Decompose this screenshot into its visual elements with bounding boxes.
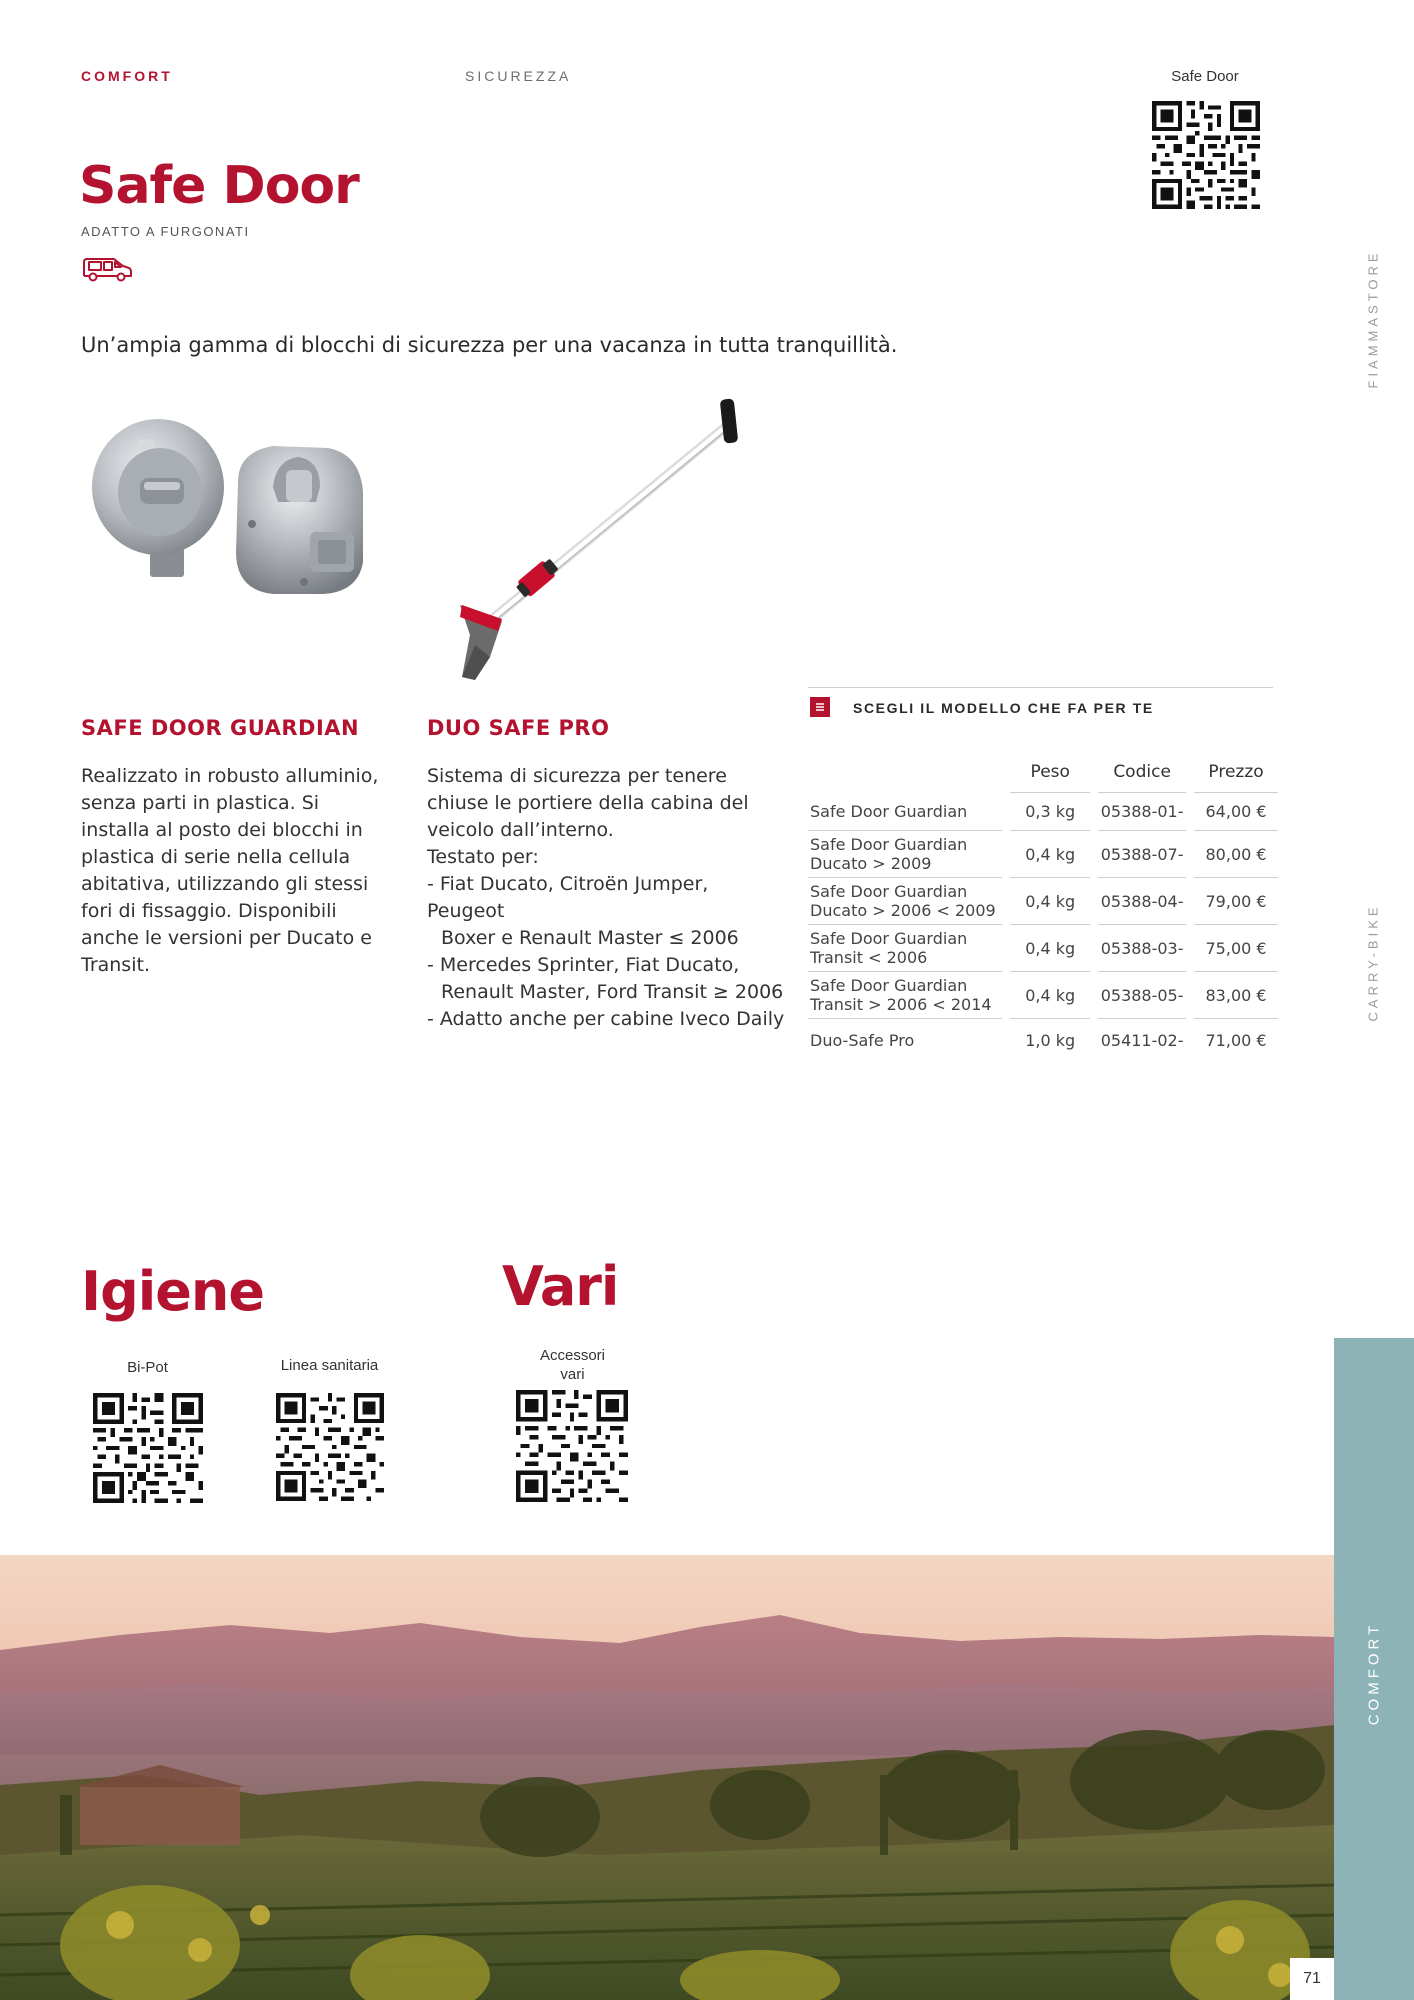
- table-header-row: [808, 762, 1278, 793]
- side-label-fiammastore: FIAMMASTORE: [1365, 249, 1381, 389]
- model-prezzo: 64,00 €: [1194, 793, 1278, 831]
- guardian-line: fori di fissaggio. Disponibili: [81, 900, 337, 922]
- table-row: [808, 1019, 1278, 1061]
- table-top-rule: [808, 687, 1273, 688]
- duo-safe-line: Boxer e Renault Master ≤ 2006: [441, 927, 739, 949]
- header-peso: Peso: [1010, 762, 1090, 793]
- qr-code-bi-pot[interactable]: [93, 1393, 203, 1503]
- model-peso: 0,4 kg: [1010, 831, 1090, 878]
- duo-safe-line: - Fiat Ducato, Citroën Jumper, Peugeot: [427, 873, 709, 922]
- guardian-description: [81, 763, 391, 979]
- table-row: [808, 793, 1278, 831]
- duo-safe-line: chiuse le portiere della cabina del: [427, 792, 749, 814]
- model-prezzo: 83,00 €: [1194, 972, 1278, 1019]
- duo-safe-description: [427, 763, 787, 1033]
- comfort-tab-label: COMFORT: [1365, 1621, 1383, 1726]
- model-prezzo: 75,00 €: [1194, 925, 1278, 972]
- category-label: COMFORT: [81, 68, 173, 84]
- header-prezzo: Prezzo: [1194, 762, 1278, 793]
- guardian-line: installa al posto dei blocchi in: [81, 819, 363, 841]
- qr-code-linea-sanitaria[interactable]: [276, 1393, 384, 1501]
- model-peso: 0,4 kg: [1010, 972, 1090, 1019]
- guardian-line: senza parti in plastica. Si: [81, 792, 320, 814]
- model-prezzo: 79,00 €: [1194, 878, 1278, 925]
- model-prezzo: 71,00 €: [1205, 1030, 1267, 1050]
- model-name: Safe Door Guardian: [808, 793, 1002, 831]
- model-peso: 0,3 kg: [1010, 793, 1090, 831]
- van-icon: [81, 256, 133, 289]
- guardian-title: SAFE DOOR GUARDIAN: [81, 716, 360, 740]
- intro-text: Un’ampia gamma di blocchi di sicurezza per una vacanza in tutta tranquillità.: [81, 333, 898, 357]
- igiene-title: Igiene: [81, 1260, 264, 1323]
- model-name: Safe Door Guardian Transit < 2006: [808, 925, 1002, 972]
- guardian-line: Transit.: [81, 954, 150, 976]
- qr-label-bi-pot: Bi-Pot: [127, 1359, 168, 1376]
- qr-label-linea-sanitaria: Linea sanitaria: [280, 1357, 379, 1374]
- header-model: [808, 762, 1002, 793]
- vari-title: Vari: [502, 1255, 619, 1318]
- safe-door-guardian-image: [88, 412, 378, 637]
- qr-code-safe-door[interactable]: [1152, 101, 1260, 209]
- duo-safe-title: DUO SAFE PRO: [427, 716, 610, 740]
- duo-safe-pro-image: [450, 395, 750, 690]
- duo-safe-line: Testato per:: [427, 846, 539, 868]
- duo-safe-line: - Mercedes Sprinter, Fiat Ducato,: [427, 954, 740, 976]
- model-codice: 05388-04-: [1098, 878, 1186, 925]
- page-title: Safe Door: [79, 156, 359, 216]
- duo-safe-line: veicolo dall’interno.: [427, 819, 614, 841]
- duo-safe-line: Renault Master, Ford Transit ≥ 2006: [441, 981, 784, 1003]
- table-heading: SCEGLI IL MODELLO CHE FA PER TE: [853, 700, 1154, 716]
- table-row: [808, 831, 1278, 878]
- models-table: [800, 762, 1286, 1061]
- guardian-line: Realizzato in robusto alluminio,: [81, 765, 379, 787]
- page-number: 71: [1290, 1958, 1334, 2000]
- model-name: Safe Door Guardian Transit > 2006 < 2014: [808, 972, 1002, 1019]
- duo-safe-line: - Adatto anche per cabine Iveco Daily: [427, 1008, 785, 1030]
- model-peso: 1,0 kg: [1025, 1030, 1076, 1050]
- side-label-carry-bike: CARRY-BIKE: [1365, 903, 1381, 1022]
- qr-code-accessori-vari[interactable]: [516, 1390, 628, 1502]
- model-prezzo: 80,00 €: [1194, 831, 1278, 878]
- duo-safe-line: Sistema di sicurezza per tenere: [427, 765, 727, 787]
- model-name: Safe Door Guardian Ducato > 2009: [808, 831, 1002, 878]
- guardian-line: anche le versioni per Ducato e: [81, 927, 372, 949]
- model-codice: 05411-02-: [1100, 1030, 1184, 1050]
- model-peso: 0,4 kg: [1010, 925, 1090, 972]
- list-icon: [810, 697, 830, 717]
- model-name: Safe Door Guardian Ducato > 2006 < 2009: [808, 878, 1002, 925]
- table-row: [808, 925, 1278, 972]
- table-row: [808, 878, 1278, 925]
- qr-label-accessori-vari: Accessori vari: [539, 1347, 606, 1383]
- vineyard-landscape-image: [0, 1555, 1334, 2000]
- table-row: [808, 972, 1278, 1019]
- model-peso: 0,4 kg: [1010, 878, 1090, 925]
- model-codice: 05388-07-: [1098, 831, 1186, 878]
- subcategory-label: SICUREZZA: [465, 68, 572, 84]
- guardian-line: abitativa, utilizzando gli stessi: [81, 873, 369, 895]
- model-codice: 05388-03-: [1098, 925, 1186, 972]
- model-name: Duo-Safe Pro: [810, 1030, 915, 1050]
- model-codice: 05388-01-: [1098, 793, 1186, 831]
- model-codice: 05388-05-: [1098, 972, 1186, 1019]
- page-subtitle: ADATTO A FURGONATI: [81, 224, 250, 239]
- header-codice: Codice: [1098, 762, 1186, 793]
- qr-label-safe-door: Safe Door: [1171, 68, 1239, 85]
- guardian-line: plastica di serie nella cellula: [81, 846, 351, 868]
